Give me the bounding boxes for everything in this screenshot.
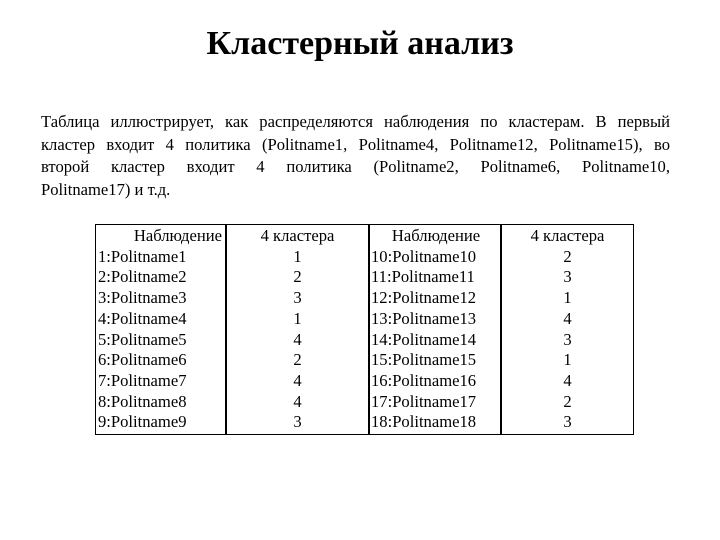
observation-cell: 17:Politname17 (371, 391, 477, 411)
cluster-cell: 4 (563, 308, 572, 328)
header-observation-1: Наблюдение (133, 226, 222, 245)
table-body (95, 247, 634, 435)
cluster-cell: 2 (563, 391, 572, 411)
observation-cell: 4:Politname4 (98, 308, 187, 328)
page-title: Кластерный анализ (206, 25, 514, 62)
table-row (95, 412, 634, 435)
cluster-cell: 3 (563, 412, 572, 432)
table-row (95, 330, 634, 351)
paragraph-line: кластер входит 4 политика (Politname1, Politname4, Politname12, Politname15), во (41, 134, 670, 154)
cluster-cell: 4 (293, 391, 302, 411)
observation-cell: 18:Politname18 (371, 412, 477, 432)
cluster-cell: 2 (293, 350, 302, 370)
observation-cell: 3:Politname3 (98, 288, 187, 308)
table-row (95, 392, 634, 413)
cluster-cell: 1 (293, 308, 302, 328)
table-row (95, 288, 634, 309)
cluster-cell: 1 (563, 350, 572, 370)
observation-cell: 8:Politname8 (98, 391, 187, 411)
table-row (95, 267, 634, 288)
observation-cell: 13:Politname13 (371, 308, 477, 328)
observation-cell: 11:Politname11 (371, 267, 475, 287)
cluster-cell: 3 (293, 412, 302, 432)
paragraph-line: Таблица иллюстрирует, как распределяются наблюдения по кластерам. В первый (41, 112, 670, 131)
observation-cell: 9:Politname9 (98, 412, 187, 432)
header-clusters-2: 4 кластера (530, 226, 605, 245)
header-observation-2: Наблюдение (391, 226, 481, 245)
observation-cell: 7:Politname7 (98, 370, 187, 390)
table-header-row (95, 224, 634, 247)
cluster-cell: 2 (563, 246, 572, 266)
observation-cell: 5:Politname5 (98, 329, 187, 349)
observation-cell: 6:Politname6 (98, 350, 187, 370)
header-clusters-1: 4 кластера (260, 226, 335, 245)
cluster-cell: 4 (293, 370, 302, 390)
paragraph-line: Politname17) и т.д. (41, 179, 171, 199)
cluster-cell: 3 (563, 267, 572, 287)
cluster-cell: 4 (293, 329, 302, 349)
observation-cell: 2:Politname2 (98, 267, 187, 287)
description-paragraph (41, 111, 670, 201)
cluster-cell: 3 (293, 288, 302, 308)
table-row (95, 309, 634, 330)
observation-cell: 12:Politname12 (371, 288, 477, 308)
table-row (95, 371, 634, 392)
table-row (95, 350, 634, 371)
observation-cell: 16:Politname16 (371, 370, 477, 390)
observation-cell: 15:Politname15 (371, 350, 477, 370)
cluster-table (95, 224, 634, 435)
table-row (95, 247, 634, 268)
observation-cell: 1:Politname1 (98, 246, 187, 266)
cluster-cell: 2 (293, 267, 302, 287)
cluster-cell: 1 (563, 288, 572, 308)
observation-cell: 10:Politname10 (371, 246, 477, 266)
cluster-table-container (95, 224, 634, 435)
observation-cell: 14:Politname14 (371, 329, 477, 349)
paragraph-line: второй кластер входит 4 политика (Politname2, Politname6, Politname10, (41, 157, 670, 176)
cluster-cell: 3 (563, 329, 572, 349)
cluster-cell: 4 (563, 370, 572, 390)
cluster-cell: 1 (293, 246, 302, 266)
